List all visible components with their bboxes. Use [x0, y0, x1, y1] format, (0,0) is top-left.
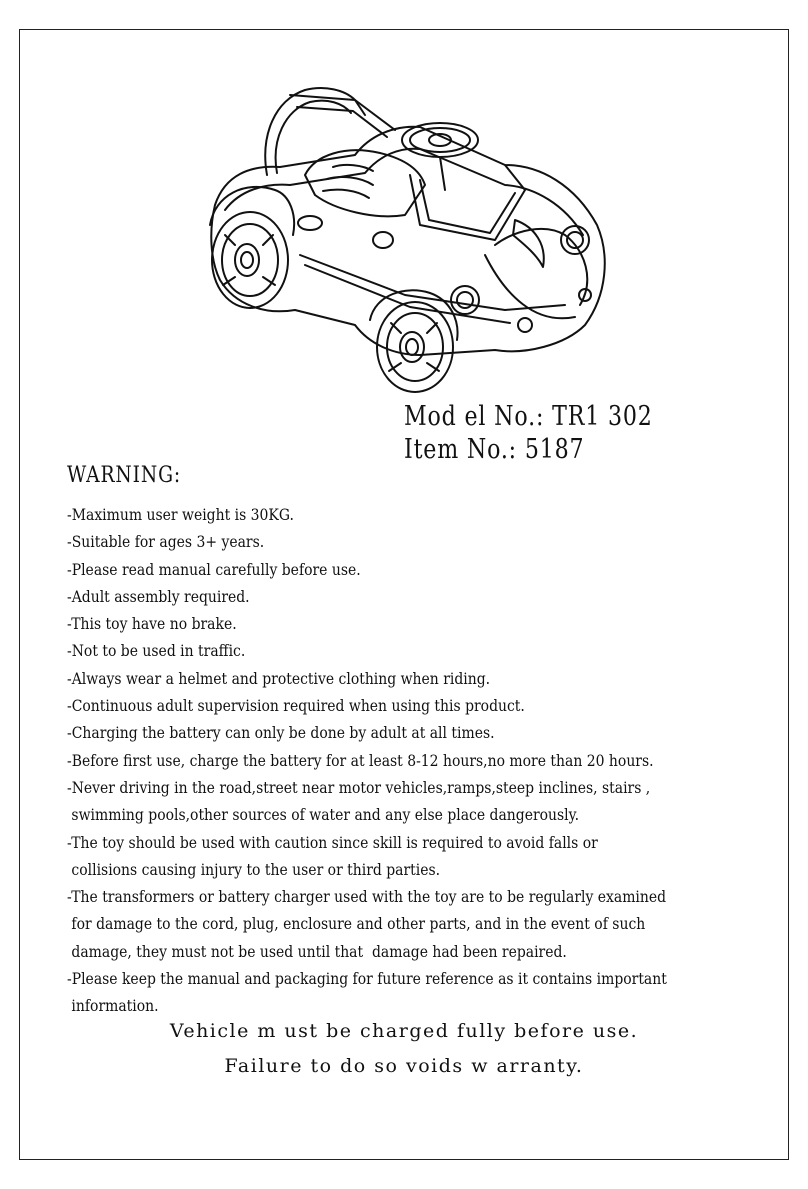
warning-item-continuation: for damage to the cord, plug, enclosure and other parts, and in the event of such [67, 915, 646, 934]
warning-item: -Never driving in the road,street near motor vehicles,ramps,steep inclines, stairs , [67, 778, 651, 797]
warning-title: WARNING: [67, 463, 182, 488]
warning-item: -Adult assembly required. [67, 587, 250, 606]
warning-item: -Before first use, charge the battery for at least 8-12 hours,no more than 20 hours. [67, 751, 654, 770]
warning-item-continuation: swimming pools,other sources of water and any else place dangerously. [67, 806, 580, 825]
warranty-notice: Failure to do so voids w arranty. [224, 1055, 584, 1077]
model-number: Mod el No.: TR1 302 [404, 401, 653, 432]
charging-notice: Vehicle m ust be charged fully before use. [169, 1020, 639, 1042]
warning-item: -Always wear a helmet and protective clothing when riding. [67, 669, 491, 688]
ride-on-car-illustration [205, 55, 615, 395]
warning-item-continuation: damage, they must not be used until that damage had been repaired. [67, 942, 567, 961]
warning-item: -The toy should be used with caution since skill is required to avoid falls or [67, 833, 598, 852]
warning-item: -Not to be used in traffic. [67, 642, 246, 661]
warning-item-continuation: information. [67, 997, 159, 1016]
warning-item-continuation: collisions causing injury to the user or third parties. [67, 860, 441, 879]
warning-item: -Please read manual carefully before use. [67, 560, 361, 579]
product-identification [404, 400, 653, 466]
warning-item: -Please keep the manual and packaging for future reference as it contains important [67, 970, 667, 989]
warning-item: -Suitable for ages 3+ years. [67, 533, 265, 552]
warning-item: -Maximum user weight is 30KG. [67, 506, 294, 524]
warning-item: -Charging the battery can only be done by adult at all times. [67, 724, 495, 743]
warning-item: -The transformers or battery charger used with the toy are to be regularly examined [67, 888, 667, 907]
warning-list [67, 502, 733, 1021]
warning-item: -Continuous adult supervision required when using this product. [67, 697, 525, 716]
item-number: Item No.: 5187 [404, 434, 585, 465]
warning-item: -This toy have no brake. [67, 615, 237, 634]
